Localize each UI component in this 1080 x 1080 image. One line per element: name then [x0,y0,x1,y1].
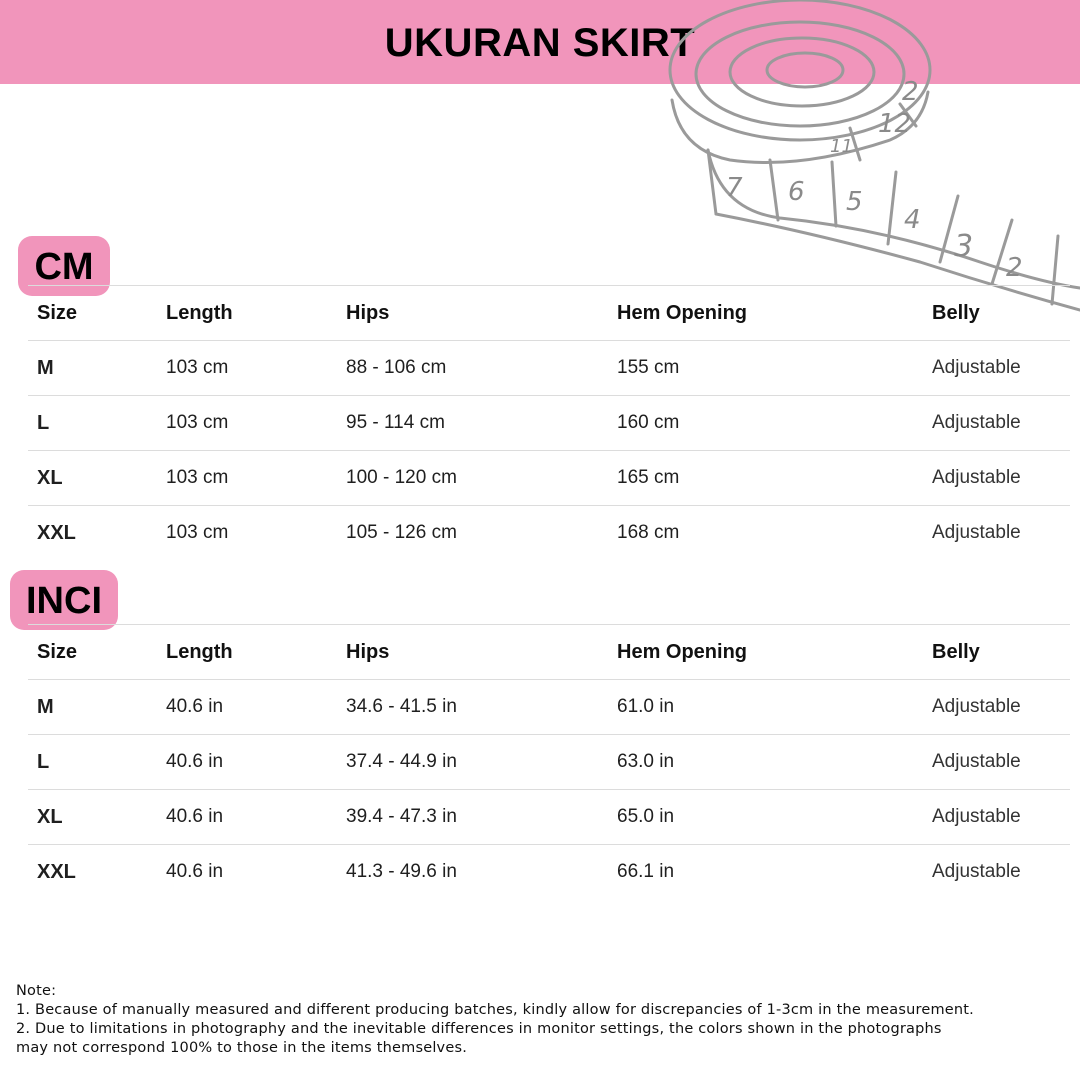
belly-cell: Adjustable [932,696,1021,717]
table-row [28,450,1070,505]
belly-cell: Adjustable [932,806,1021,827]
size-cell: XL [37,467,63,489]
tape-number: 7 [726,173,743,203]
hips-cell: 37.4 - 44.9 in [346,751,457,772]
size-cell: L [37,412,50,434]
length-cell: 103 cm [166,357,229,378]
hem-opening-cell: 63.0 in [617,751,675,772]
column-header: Size [37,641,78,663]
tape-number: 2 [1006,253,1023,283]
note-line: may not correspond 100% to those in the items themselves. [16,1040,468,1056]
length-cell: 103 cm [166,412,229,433]
belly-cell: Adjustable [932,751,1021,772]
size-cell: M [37,696,54,718]
note-line: 2. Due to limitations in photography and the inevitable differences in monitor settings, the colors shown in the photographs [16,1021,942,1037]
column-header: Belly [932,302,980,324]
tape-number: 4 [904,205,921,235]
table-row [28,734,1070,789]
inci-section-label: INCI [10,570,118,630]
page-title: UKURAN SKIRT [384,21,696,65]
table-row [28,505,1070,560]
hem-opening-cell: 168 cm [617,522,680,543]
notes-section [16,982,1076,1058]
hips-cell: 105 - 126 cm [346,522,457,543]
tape-number: 11 [830,136,853,157]
hem-opening-cell: 165 cm [617,467,680,488]
length-cell: 40.6 in [166,861,224,882]
size-cell: L [37,751,50,773]
measuring-tape-icon [660,0,1080,320]
tape-number: 12 [878,109,912,139]
tape-number: 6 [788,177,805,207]
column-header: Length [166,302,233,324]
tape-number: 3 [954,229,974,264]
length-cell: 40.6 in [166,806,224,827]
hem-opening-cell: 155 cm [617,357,680,378]
length-cell: 103 cm [166,522,229,543]
belly-cell: Adjustable [932,861,1021,882]
hips-cell: 34.6 - 41.5 in [346,696,457,717]
column-header: Belly [932,641,980,663]
column-header: Hem Opening [617,641,748,663]
table-row [28,395,1070,450]
size-cell: M [37,357,54,379]
table-header-row [28,624,1070,679]
hips-cell: 41.3 - 49.6 in [346,861,457,882]
size-cell: XL [37,806,63,828]
hem-opening-cell: 66.1 in [617,861,675,882]
hips-cell: 88 - 106 cm [346,357,447,378]
hips-cell: 95 - 114 cm [346,412,445,433]
size-cell: XXL [37,861,76,883]
length-cell: 40.6 in [166,751,224,772]
hem-opening-cell: 160 cm [617,412,680,433]
column-header: Hips [346,641,390,663]
table-header-row [28,285,1070,340]
length-cell: 103 cm [166,467,229,488]
tape-number: 2 [902,77,919,107]
note-line: 1. Because of manually measured and different producing batches, kindly allow for discrepancies of 1-3cm in the measurement. [16,1002,974,1018]
hem-opening-cell: 61.0 in [617,696,675,717]
belly-cell: Adjustable [932,467,1021,488]
column-header: Hips [346,302,390,324]
table-row [28,789,1070,844]
cm-size-table [28,285,1070,560]
hips-cell: 39.4 - 47.3 in [346,806,457,827]
belly-cell: Adjustable [932,412,1021,433]
length-cell: 40.6 in [166,696,224,717]
belly-cell: Adjustable [932,357,1021,378]
column-header: Length [166,641,233,663]
table-row [28,844,1070,899]
hips-cell: 100 - 120 cm [346,467,457,488]
cm-section-label: CM [18,236,110,296]
size-cell: XXL [37,522,76,544]
table-row [28,340,1070,395]
inci-size-table [28,624,1070,899]
column-header: Size [37,302,78,324]
notes-title: Note: [16,983,57,999]
belly-cell: Adjustable [932,522,1021,543]
hem-opening-cell: 65.0 in [617,806,675,827]
tape-number: 5 [846,187,863,217]
table-row [28,679,1070,734]
column-header: Hem Opening [617,302,748,324]
